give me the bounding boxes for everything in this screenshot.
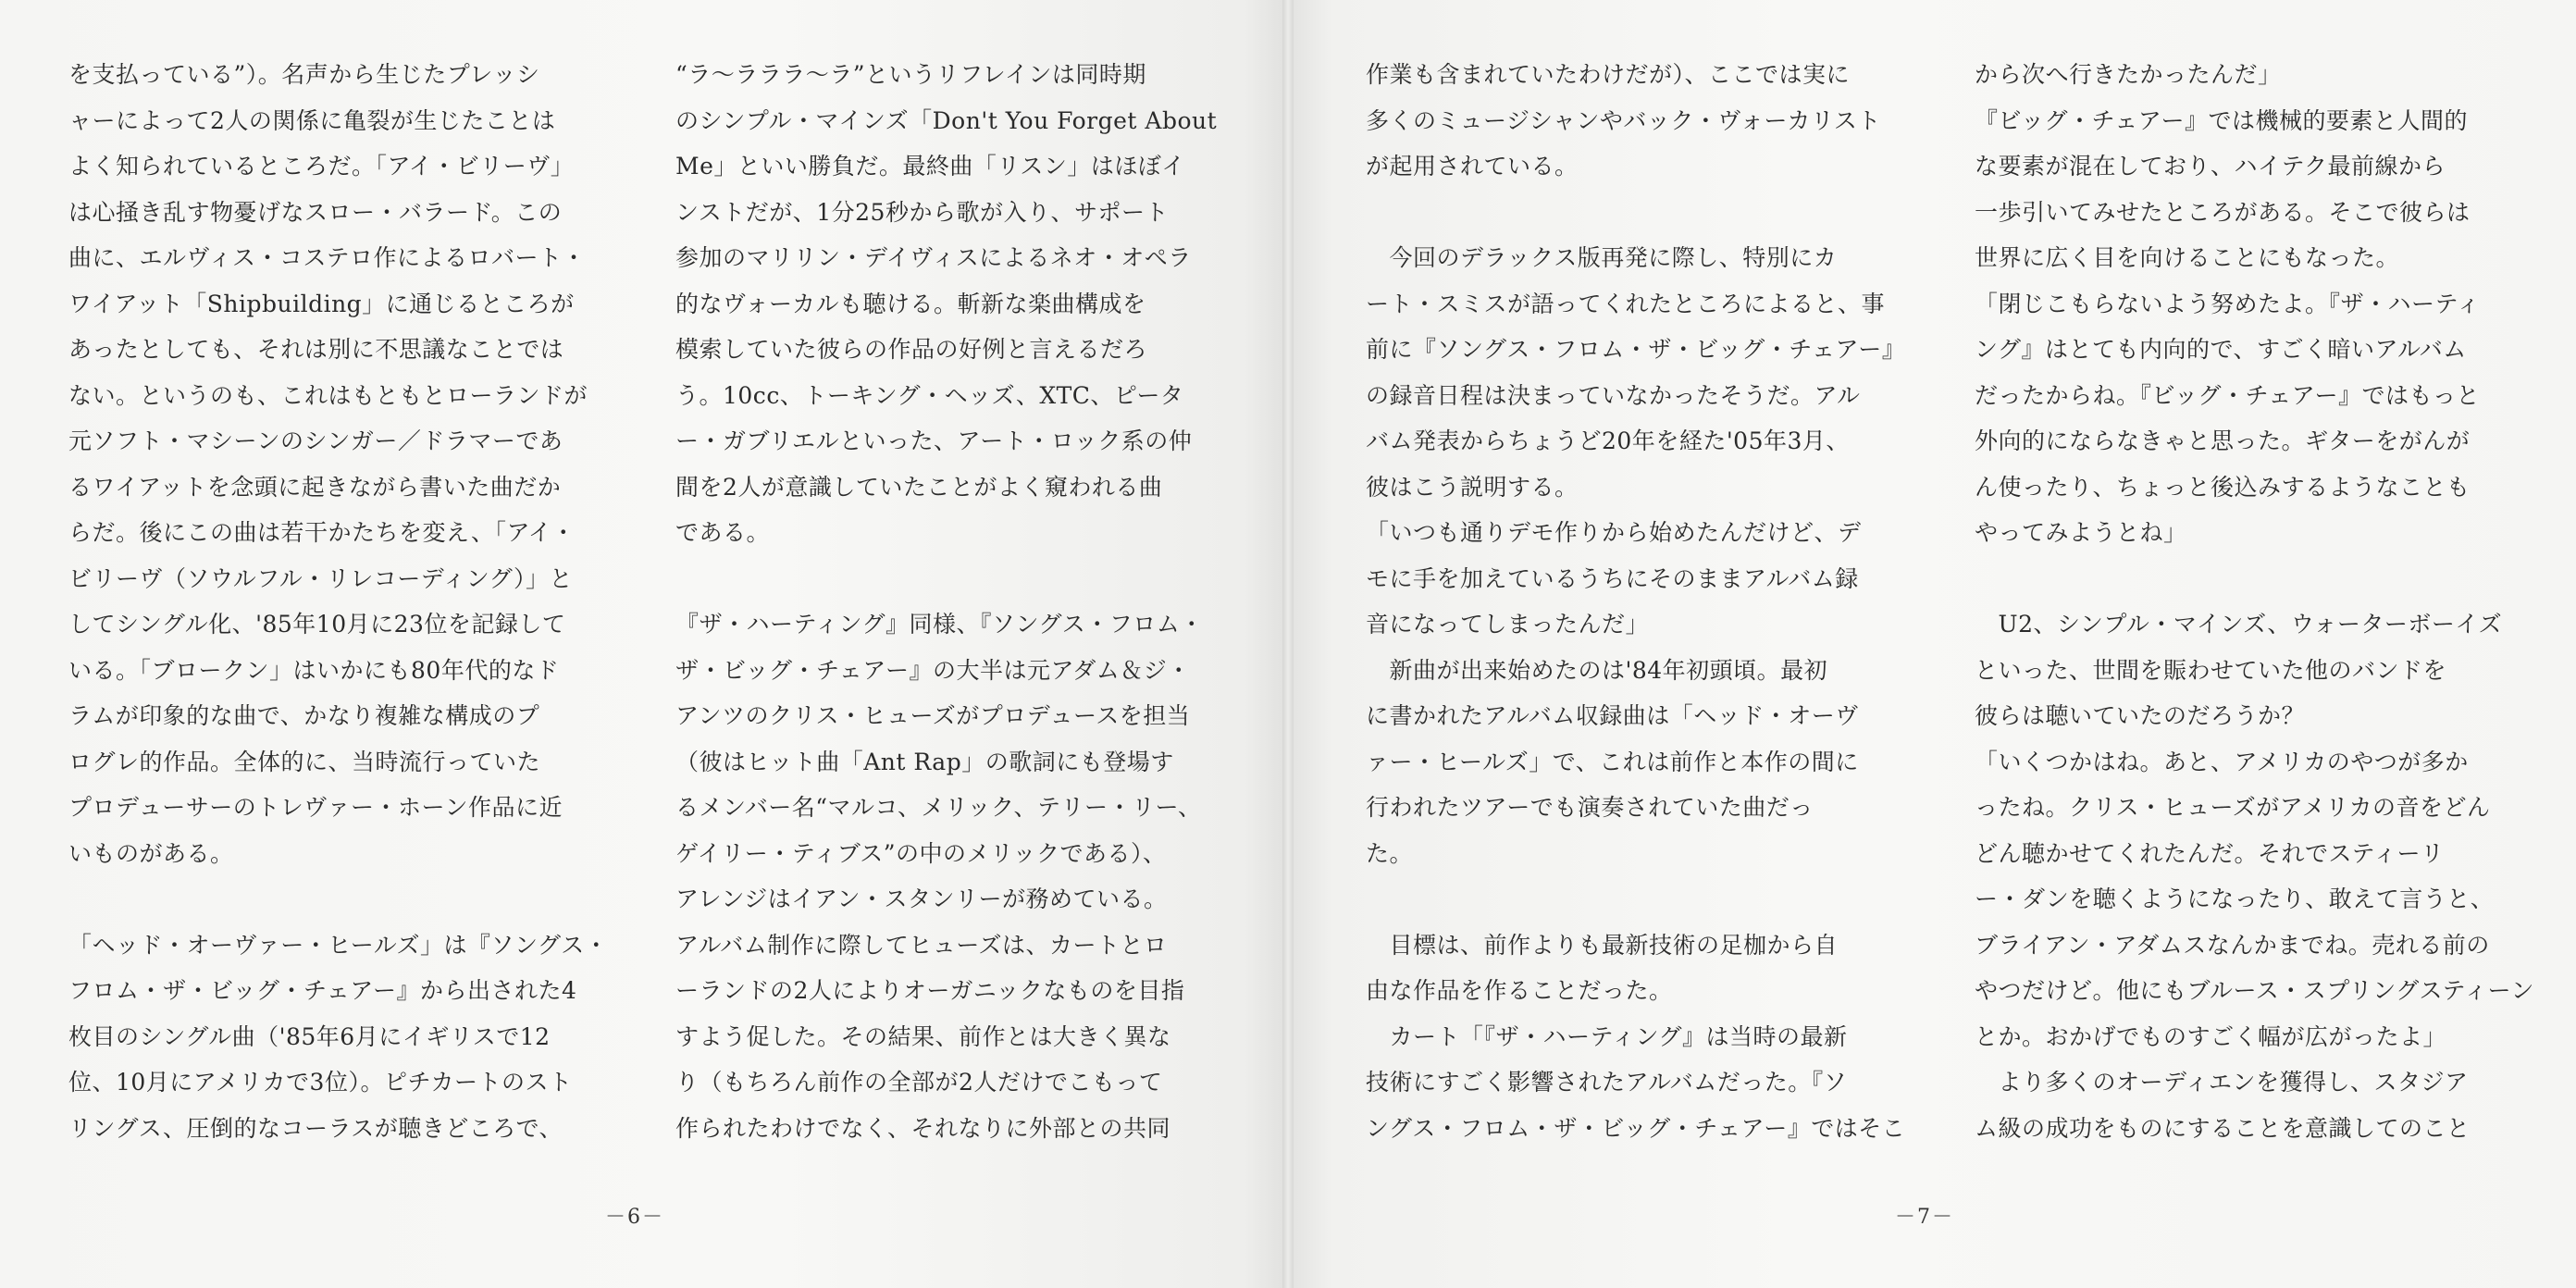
text-line: るメンバー名“マルコ、メリック、テリー・リー、	[675, 794, 1202, 821]
text-line: ーランドの2人によりオーガニックなものを目指	[675, 977, 1185, 1004]
text-line: ザ・ビッグ・チェアー』の大半は元アダム＆ジ・	[675, 656, 1191, 684]
text-line: のシンプル・マインズ「Don't You Forget About	[675, 106, 1218, 134]
text-line: より多くのオーディエンを獲得し、スタジア	[1975, 1069, 2469, 1096]
text-line: バム発表からちょうど20年を経た'05年3月、	[1366, 427, 1850, 454]
text-line: ビリーヴ（ソウルフル・リレコーディング）」と	[68, 564, 574, 592]
text-line: ワイアット「Shipbuilding」に通じるところが	[68, 290, 575, 317]
text-line: 『ザ・ハーティング』同様、『ソングス・フロム・	[675, 611, 1204, 638]
text-line: 的なヴォーカルも聴ける。斬新な楽曲構成を	[675, 290, 1146, 317]
text-line: である。	[675, 519, 771, 546]
text-line: 由な作品を作ることだった。	[1366, 977, 1673, 1004]
text-line: に書かれたアルバム収録曲は「ヘッド・オーヴ	[1366, 702, 1859, 729]
text-line: は心掻き乱す物憂げなスロー・バラード。この	[68, 198, 563, 226]
text-line: やってみようとね」	[1975, 519, 2187, 546]
text-line: ん使ったり、ちょっと後込みするようなことも	[1975, 473, 2471, 501]
text-line: 彼らは聴いていたのだろうか？	[1975, 702, 2306, 729]
text-line: 前に『ソングス・フロム・ザ・ビッグ・チェアー』	[1366, 336, 1906, 363]
text-line: 『ビッグ・チェアー』では機械的要素と人間的	[1975, 106, 2469, 134]
paragraph-gap	[1366, 190, 1902, 236]
text-line: “ラ～ラララ～ラ”というリフレインは同時期	[675, 61, 1146, 88]
text-line: 「閉じこもらないよう努めたよ。『ザ・ハーティ	[1975, 290, 2481, 317]
text-line: プロデューサーのトレヴァー・ホーン作品に近	[68, 794, 564, 821]
text-line: らだ。後にこの曲は若干かたちを変え、「アイ・	[68, 519, 576, 546]
text-line: ー・ダンを聴くようになったり、敢えて言うと、	[1975, 886, 2495, 912]
left-page	[0, 0, 1282, 1288]
text-line: 曲に、エルヴィス・コステロ作によるロバート・	[68, 244, 587, 271]
text-line: 行われたツアーでも演奏されていた曲だっ	[1366, 794, 1814, 821]
text-line: 外向的にならなきゃと思った。ギターをがんが	[1975, 427, 2471, 454]
text-line: 元ソフト・マシーンのシンガー／ドラマーであ	[68, 427, 564, 454]
text-line: いる。「ブロークン」はいかにも80年代的なド	[68, 656, 560, 684]
page-number-7: －7－	[1895, 1206, 1954, 1229]
paragraph-gap	[68, 876, 605, 923]
text-line: ブライアン・アダムスなんかまでね。売れる前の	[1975, 931, 2490, 959]
text-line: ート・スミスが語ってくれたところによると、事	[1366, 290, 1886, 317]
text-line: ンストだが、1分25秒から歌が入り、サポート	[675, 198, 1169, 226]
text-line: 多くのミュージシャンやバック・ヴォーカリスト	[1366, 106, 1881, 134]
right-page-column-2	[1975, 52, 2535, 1151]
text-line: U2、シンプル・マインズ、ウォーターボーイズ	[1975, 611, 2503, 638]
text-line: 目標は、前作よりも最新技術の足枷から自	[1366, 931, 1839, 959]
text-line: あったとしても、それは別に不思議なことでは	[68, 336, 564, 363]
text-line: ー・ガブリエルといった、アート・ロック系の仲	[675, 427, 1193, 454]
text-line: 世界に広く目を向けることにもなった。	[1975, 244, 2400, 271]
text-line: を支払っている”）。名声から生じたプレッシ	[68, 61, 540, 88]
text-line: モに手を加えているうちにそのままアルバム録	[1366, 564, 1859, 592]
text-line: が起用されている。	[1366, 153, 1579, 180]
text-line: から次へ行きたかったんだ」	[1975, 61, 2282, 88]
text-line: 模索していた彼らの作品の好例と言えるだろ	[675, 336, 1148, 363]
text-line: の録音日程は決まっていなかったそうだ。アル	[1366, 381, 1861, 409]
text-line: ゲイリー・ティブス”の中のメリックである）、	[675, 839, 1167, 867]
text-line: （彼はヒット曲「Ant Rap」の歌詞にも登場す	[675, 748, 1174, 775]
text-line: リングス、圧倒的なコーラスが聴きどころで、	[68, 1114, 564, 1142]
text-line: た。	[1366, 839, 1414, 867]
text-line: な要素が混在しており、ハイテク最前線から	[1975, 153, 2446, 180]
text-line: ったね。クリス・ヒューズがアメリカの音をどん	[1975, 794, 2491, 821]
text-line: 間を2人が意識していたことがよく窺われる曲	[675, 473, 1163, 501]
text-line: 「いつも通りデモ作りから始めたんだけど、デ	[1366, 519, 1862, 546]
text-line: 彼はこう説明する。	[1366, 473, 1579, 501]
text-line: よく知られているところだ。「アイ・ビリーヴ」	[68, 153, 575, 180]
text-line: ログレ的作品。全体的に、当時流行っていた	[68, 748, 541, 775]
text-line: 音になってしまったんだ」	[1366, 611, 1650, 638]
text-line: ングス・フロム・ザ・ビッグ・チェアー』ではそこ	[1366, 1114, 1906, 1142]
text-line: アンツのクリス・ヒューズがプロデュースを担当	[675, 702, 1191, 729]
text-line: ム級の成功をものにすることを意識してのこと	[1975, 1114, 2471, 1142]
text-line: 「ヘッド・オーヴァー・ヒールズ」は『ソングス・	[68, 931, 609, 959]
right-page-column-1	[1366, 52, 1906, 1151]
right-page	[1294, 0, 2576, 1288]
text-line: り（もちろん前作の全部が2人だけでこもって	[675, 1069, 1163, 1096]
text-line: 今回のデラックス版再発に際し、特別にカ	[1366, 244, 1838, 271]
text-line: 位、10月にアメリカで3位）。ピチカートのスト	[68, 1069, 573, 1096]
text-line: アレンジはイアン・スタンリーが務めている。	[675, 886, 1168, 912]
text-line: 枚目のシングル曲（'85年6月にイギリスで12	[68, 1022, 551, 1050]
page-number-6: －6－	[605, 1206, 664, 1229]
text-line: とか。おかげでものすごく幅が広がったよ」	[1975, 1022, 2447, 1050]
text-line: るワイアットを念頭に起きながら書いた曲だか	[68, 473, 562, 501]
paragraph-gap	[675, 556, 1212, 602]
text-line: といった、世間を賑わせていた他のバンドを	[1975, 656, 2447, 684]
text-line: 「いくつかはね。あと、アメリカのやつが多か	[1975, 748, 2469, 775]
text-line: う。10cc、トーキング・ヘッズ、XTC、ピータ	[675, 381, 1184, 409]
text-line: アルバム制作に際してヒューズは、カートとロ	[675, 931, 1168, 959]
text-line: 作業も含まれていたわけだが）、ここでは実に	[1366, 61, 1851, 88]
text-line: 一歩引いてみせたところがある。そこで彼らは	[1975, 198, 2471, 226]
text-line: してシングル化、'85年10月に23位を記録して	[68, 611, 566, 638]
text-line: ァー・ヒールズ」で、これは前作と本作の間に	[1366, 748, 1859, 775]
text-line: どん聴かせてくれたんだ。それでスティーリ	[1975, 839, 2445, 867]
text-line: 新曲が出来始めたのは'84年初頭頃。最初	[1366, 656, 1828, 684]
text-line: ない。というのも、これはもともとローランドが	[68, 381, 588, 409]
text-line: だったからね。『ビッグ・チェアー』ではもっと	[1975, 381, 2481, 409]
text-line: Me」といい勝負だ。最終曲「リスン」はほぼイ	[675, 153, 1185, 180]
text-line: カート「『ザ・ハーティング』は当時の最新	[1366, 1022, 1848, 1050]
text-line: ラムが印象的な曲で、かなり複雑な構成のプ	[68, 702, 540, 729]
text-line: 作られたわけでなく、それなりに外部との共同	[675, 1114, 1171, 1142]
text-line: すよう促した。その結果、前作とは大きく異な	[675, 1022, 1171, 1050]
text-line: ング』はとても内向的で、すごく暗いアルバム	[1975, 336, 2467, 363]
text-line: いものがある。	[68, 839, 234, 867]
text-line: 技術にすごく影響されたアルバムだった。『ソ	[1366, 1069, 1848, 1096]
left-page-column-2	[675, 52, 1218, 1151]
text-line: ャーによって2人の関係に亀裂が生じたことは	[68, 106, 556, 134]
text-line: 参加のマリリン・デイヴィスによるネオ・オペラ	[675, 244, 1192, 271]
text-line: フロム・ザ・ビッグ・チェアー』から出された4	[68, 977, 577, 1004]
paragraph-gap	[1366, 876, 1902, 923]
book-gutter	[1282, 0, 1294, 1288]
text-line: やつだけど。他にもブルース・スプリングスティーン	[1975, 977, 2535, 1004]
paragraph-gap	[1975, 556, 2511, 602]
left-page-column-1	[68, 52, 609, 1151]
